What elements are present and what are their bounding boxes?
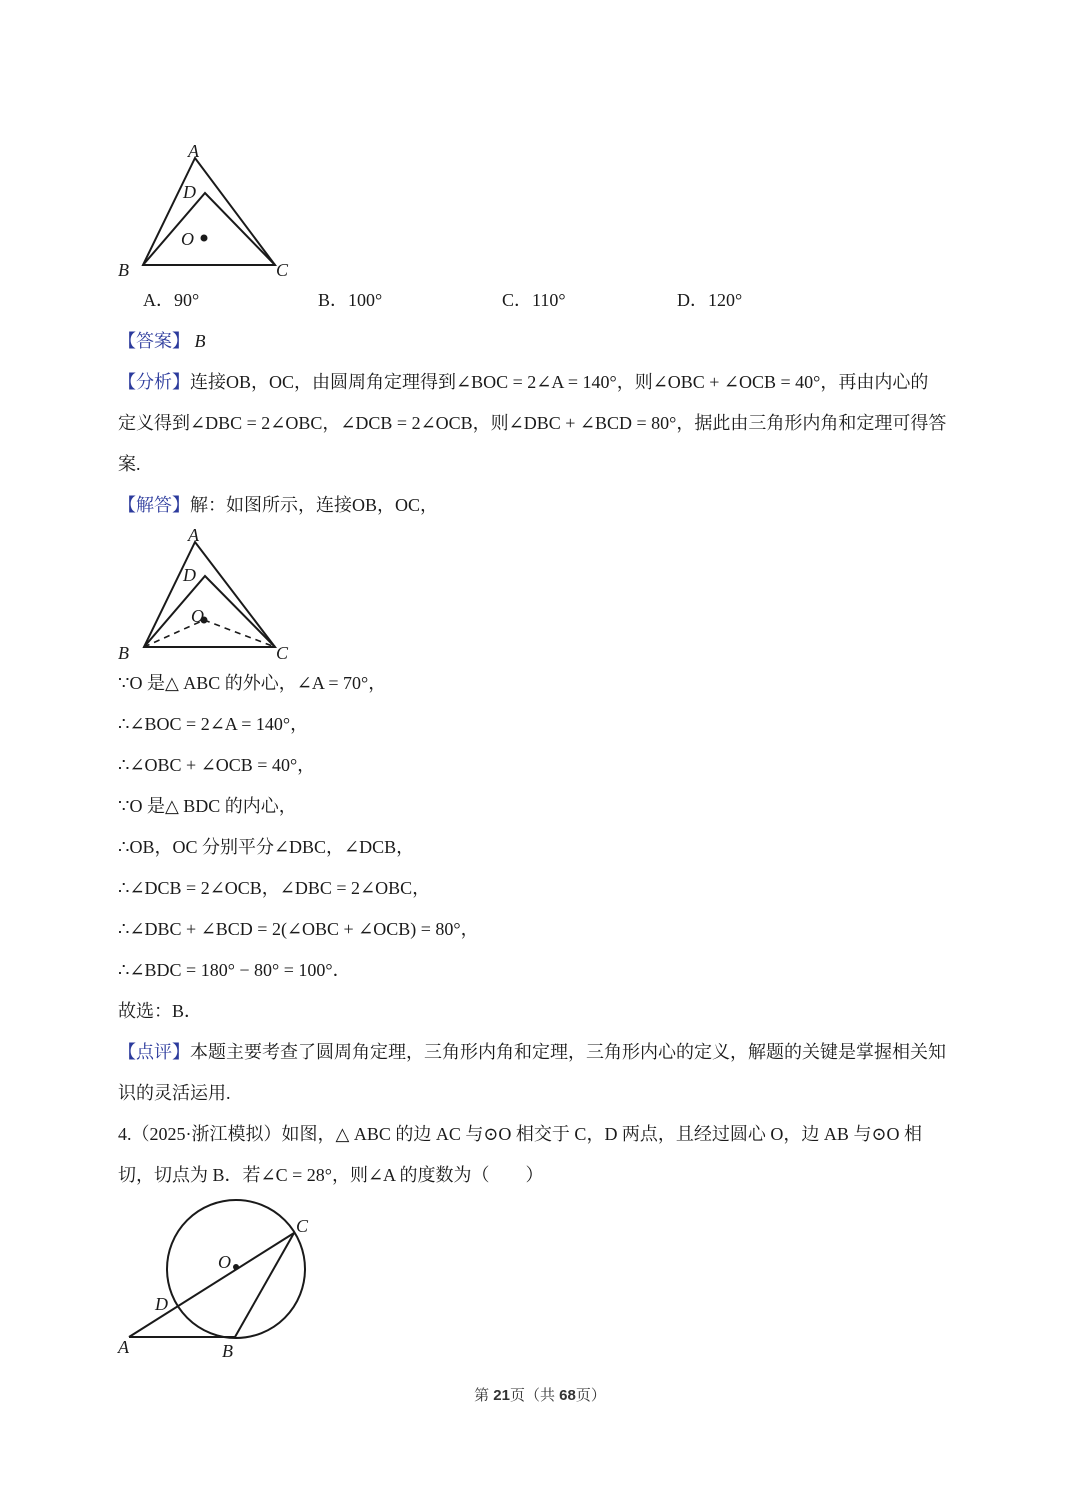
figure-3-point-o (233, 1264, 239, 1270)
footer-prefix: 第 (474, 1387, 494, 1404)
figure-3-label-c: C (296, 1216, 309, 1236)
figure-1-label-a: A (188, 141, 199, 161)
figure-2-label-d: D (183, 565, 196, 585)
analysis-line-3: 案. (118, 454, 141, 474)
question-4-line-2: 切，切点为 B．若∠C = 28°，则∠A 的度数为（ ） (118, 1165, 544, 1185)
footer-current-page: 21 (493, 1387, 510, 1404)
analysis-line-1 (118, 370, 928, 394)
figure-2-label-c: C (276, 643, 289, 663)
option-a (143, 288, 199, 312)
figure-2-label-a: A (188, 525, 199, 545)
option-b-letter: B． (318, 290, 349, 310)
solution-step-2: ∴∠BOC = 2∠A = 140°， (118, 714, 309, 734)
analysis-label: 【分析】 (118, 372, 190, 392)
footer-suffix: 页） (575, 1387, 606, 1404)
figure-1-label-c: C (276, 260, 289, 280)
comment-text-1: 本题主要考查了圆周角定理，三角形内角和定理，三角形内心的定义，解题的关键是掌握相关知 (190, 1042, 946, 1062)
figure-2-triangle (144, 542, 275, 647)
figure-3-label-b: B (222, 1341, 233, 1361)
option-a-letter: A． (143, 290, 174, 310)
option-d-letter: D． (677, 290, 708, 310)
analysis-line-2: 定义得到∠DBC = 2∠OBC，∠DCB = 2∠OCB，则∠DBC + ∠BCD = 80°，据此由三角形内角和定理可得答 (118, 413, 947, 433)
solution-step-9: 故选：B． (118, 1001, 203, 1021)
solution-step-8: ∴∠BDC = 180° − 80° = 100°． (118, 960, 351, 980)
figure-3-circle-diagram (129, 1200, 305, 1338)
figure-1-label-b: B (118, 260, 129, 280)
solution-step-3: ∴∠OBC + ∠OCB = 40°， (118, 755, 316, 775)
footer-middle: 页（共 (509, 1387, 560, 1404)
figure-1-triangle (143, 158, 275, 265)
figure-2-label-o: O (191, 606, 204, 626)
option-d (677, 288, 742, 312)
page-footer (0, 1384, 1080, 1405)
solution-step-6: ∴∠DCB = 2∠OCB，∠DBC = 2∠OBC， (118, 878, 431, 898)
figure-1-label-o: O (181, 229, 194, 249)
footer-total-pages: 68 (559, 1387, 576, 1404)
figure-3-label-a: A (118, 1337, 129, 1357)
figure-3-label-d: D (155, 1294, 168, 1314)
question-4-line-1: 4.（2025·浙江模拟）如图，△ ABC 的边 AC 与⊙O 相交于 C，D 两点，且经过圆心 O，边 AB 与⊙O 相 (118, 1124, 923, 1144)
figure-2-label-b: B (118, 643, 129, 663)
solution-step-4: ∵O 是△ BDC 的内心， (118, 796, 297, 816)
comment-line-2: 识的灵活运用. (118, 1083, 231, 1103)
solution-step-7: ∴∠DBC + ∠BCD = 2(∠OBC + ∠OCB) = 80°， (118, 919, 479, 939)
comment-line-1 (118, 1040, 946, 1064)
comment-label: 【点评】 (118, 1042, 190, 1062)
option-a-value: 90° (174, 290, 200, 310)
answer-value: B (194, 331, 206, 351)
solution-step-5: ∴OB，OC 分别平分∠DBC，∠DCB， (118, 837, 415, 857)
answer-label: 【答案】 (118, 331, 190, 351)
option-b-value: 100° (348, 290, 383, 310)
figure-1-point-o (201, 235, 208, 242)
option-c (502, 288, 566, 312)
option-c-letter: C． (502, 290, 533, 310)
option-d-value: 120° (708, 290, 743, 310)
analysis-text-1: 连接OB，OC，由圆周角定理得到∠BOC = 2∠A = 140°，则∠OBC + ∠OCB = 40°，再由内心的 (190, 372, 929, 392)
figure-3-label-o: O (218, 1252, 231, 1272)
figure-1-label-d: D (183, 182, 196, 202)
option-c-value: 110° (532, 290, 566, 310)
solution-intro-line (118, 493, 438, 517)
option-b (318, 288, 382, 312)
answer-line (118, 329, 206, 353)
solution-label: 【解答】 (118, 495, 190, 515)
solution-step-1: ∵O 是△ ABC 的外心，∠A = 70°， (118, 673, 387, 693)
solution-intro: 解：如图所示，连接OB，OC， (190, 495, 439, 515)
